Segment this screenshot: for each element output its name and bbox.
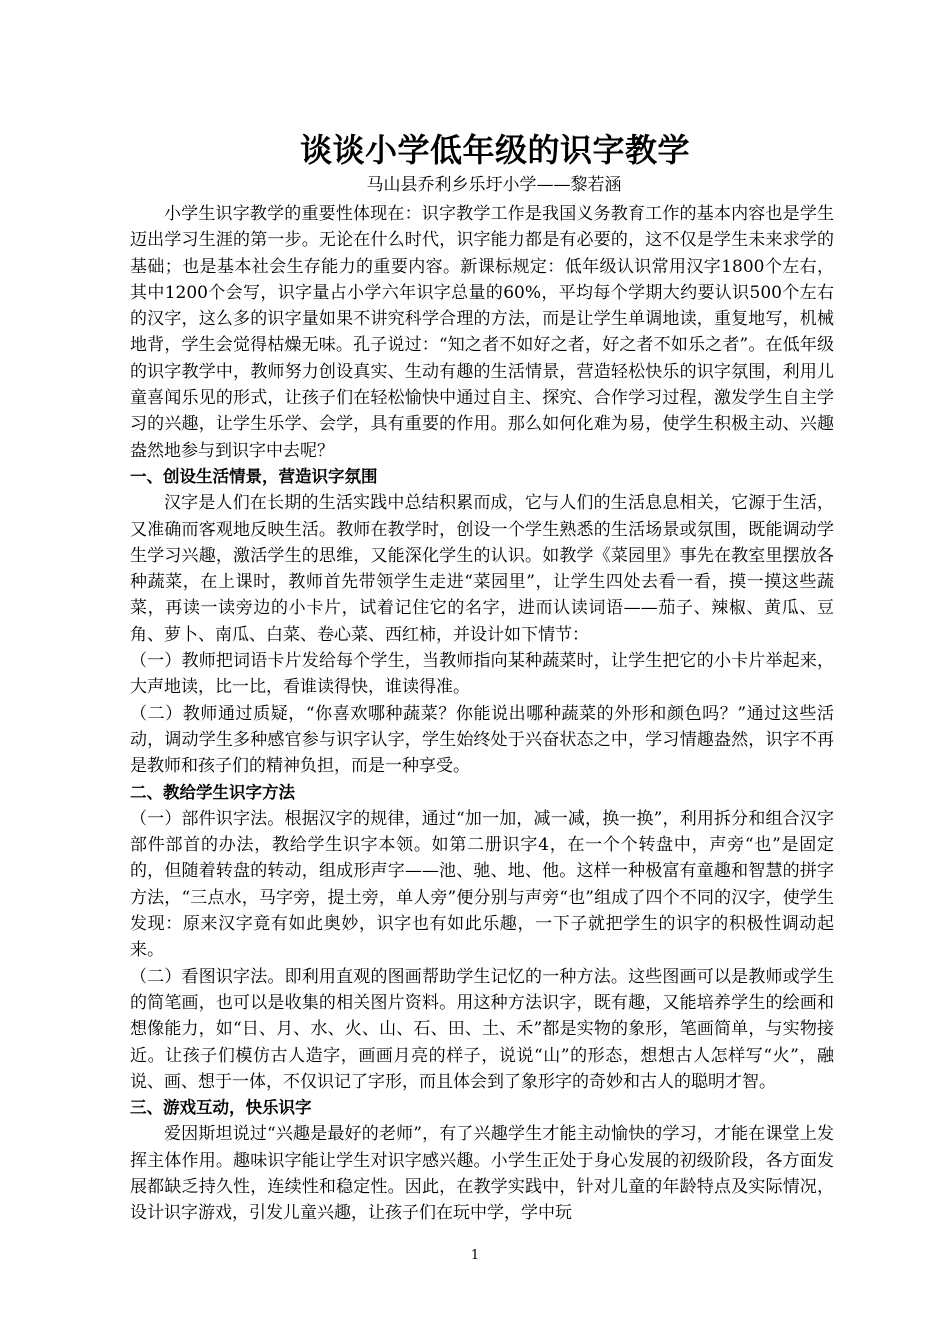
author-byline: 马山县乔利乡乐圩小学——黎若涵 xyxy=(366,175,622,195)
section-1-paragraph-1: 汉字是人们在长期的生活实践中总结积累而成，它与人们的生活息息相关，它源于生活，又准确而客观地反映生活。教师在教学时，创设一个学生熟悉的生活场景或氛围，既能调动学生学习兴趣，激活学生的思维，又能深化学生的认识。如教学《菜园里》事先在教室里摆放各种蔬菜，在上课时，教师首先带领学生走进“菜园里”，让学生四处去看一看，摸一摸这些蔬菜，再读一读旁边的小卡片，试着记住它的名字，进而认读词语——茄子、辣椒、黄瓜、豆角、萝卜、南瓜、白菜、卷心菜、西红柿，并设计如下情节： xyxy=(130,493,834,645)
document-body xyxy=(130,128,834,1227)
document-title: 谈谈小学低年级的识字教学 xyxy=(299,131,690,169)
section-1-heading: 一、创设生活情景，营造识字氛围 xyxy=(130,466,378,486)
page-number: 1 xyxy=(470,1248,480,1263)
section-2-heading: 二、教给学生识字方法 xyxy=(130,782,295,802)
section-1-paragraph-2: （一）教师把词语卡片发给每个学生，当教师指向某种蔬菜时，让学生把它的小卡片举起来，大声地读，比一比，看谁读得快，谁读得准。 xyxy=(130,651,834,698)
section-2-paragraph-1: （一）部件识字法。根据汉字的规律，通过“加一加，减一减，换一换”，利用拆分和组合汉字部件部首的办法，教给学生识字本领。如第二册识字4，在一个个转盘中，声旁“也”是固定的，但随着转盘的转动，组成形声字——池、驰、地、他。这样一种极富有童趣和智慧的拼字方法，“三点水，马字旁，提土旁，单人旁”便分别与声旁“也”组成了四个不同的汉字，使学生发现：原来汉字竟有如此奥妙，识字也有如此乐趣，一下子就把学生的识字的积极性调动起来。 xyxy=(130,808,834,961)
section-3-heading: 三、游戏互动，快乐识字 xyxy=(130,1098,312,1118)
section-2-paragraph-2: （二）看图识字法。即利用直观的图画帮助学生记忆的一种方法。这些图画可以是教师或学生的简笔画，也可以是收集的相关图片资料。用这种方法识字，既有趣，又能培养学生的绘画和想像能力，如“日、月、水、火、山、石、田、土、禾”都是实物的象形，笔画简单，与实物接近。让孩子们模仿古人造字，画画月亮的样子，说说“山”的形态，想想古人怎样写“火”，融说、画、想于一体，不仅识记了字形，而且体会到了象形字的奇妙和古人的聪明才智。 xyxy=(130,966,834,1092)
section-3-paragraph-1: 爱因斯坦说过“兴趣是最好的老师”，有了兴趣学生才能主动愉快的学习，才能在课堂上发挥主体作用。趣味识字能让学生对识字感兴趣。小学生正处于身心发展的初级阶段，各方面发展都缺乏持久性，连续性和稳定性。因此，在教学实践中，针对儿童的年龄特点及实际情况，设计识字游戏，引发儿童兴趣，让孩子们在玩中学，学中玩 xyxy=(130,1124,834,1224)
section-1-paragraph-3: （二）教师通过质疑，“你喜欢哪种蔬菜？你能说出哪种蔬菜的外形和颜色吗？”通过这些活动，调动学生多种感官参与识字认字，学生始终处于兴奋状态之中，学习情趣盎然，识字不再是教师和孩子们的精神负担，而是一种享受。 xyxy=(130,703,834,777)
intro-paragraph: 小学生识字教学的重要性体现在：识字教学工作是我国义务教育工作的基本内容也是学生迈出学习生涯的第一步。无论在什么时代，识字能力都是有必要的，这不仅是学生未来求学的基础；也是基本社会生存能力的重要内容。新课标规定：低年级认识常用汉字1800个左右，其中1200个会写，识字量占小学六年识字总量的60%，平均每个学期大约要认识500个左右的汉字，这么多的识字量如果不讲究科学合理的方法，而是让学生单调地读，重复地写，机械地背，学生会觉得枯燥无味。孔子说过：“知之者不如好之者，好之者不如乐之者”。在低年级的识字教学中，教师努力创设真实、生动有趣的生活情景，营造轻松快乐的识字氛围，利用儿童喜闻乐见的形式，让孩子们在轻松愉快中通过自主、探究、合作学习过程，激发学生自主学习的兴趣，让学生乐学、会学，具有重要的作用。那么如何化难为易，使学生积极主动、兴趣盎然地参与到识字中去呢？ xyxy=(130,204,834,461)
